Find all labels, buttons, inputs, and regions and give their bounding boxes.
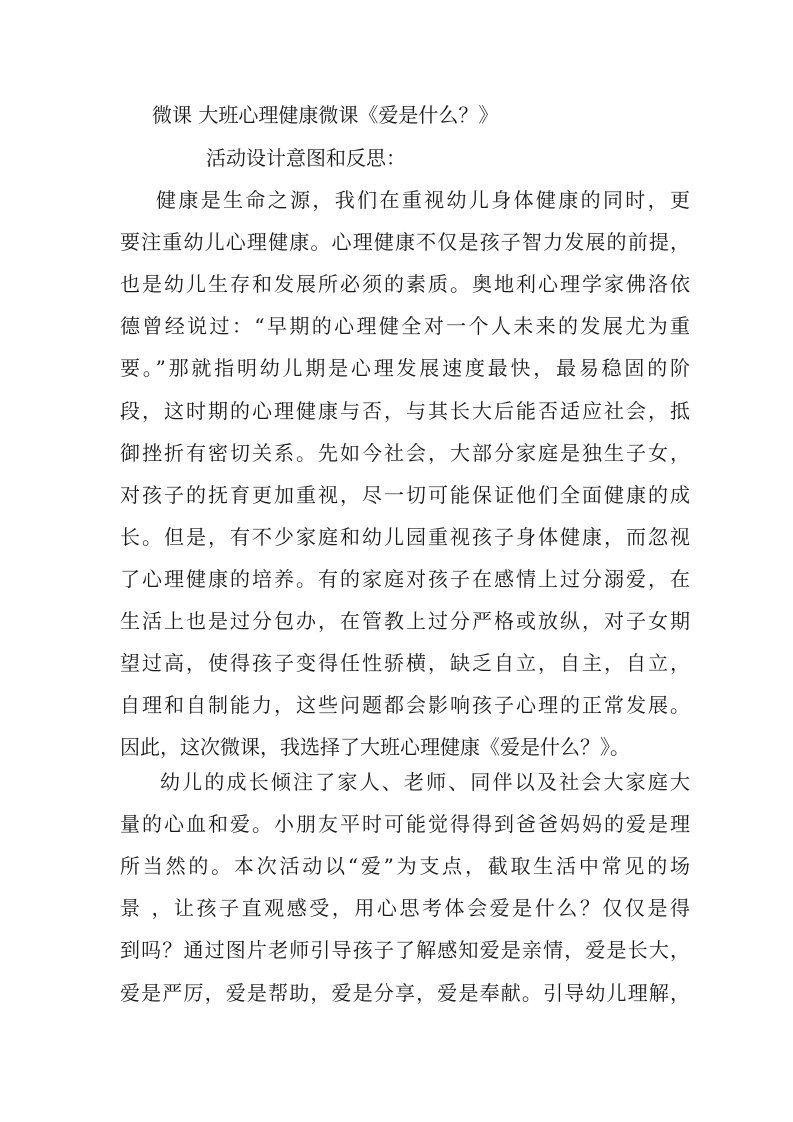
paragraph-line: 爱是严厉，爱是帮助，爱是分享，爱是奉献。引导幼儿理解， (120, 980, 690, 1005)
paragraph-line: 幼儿的成长倾注了家人、老师、同伴以及社会大家庭大 (160, 770, 690, 794)
paragraph-line: 要注重幼儿心理健康。心理健康不仅是孩子智力发展的前提， (120, 230, 690, 255)
section-heading: 活动设计意图和反思： (206, 146, 406, 170)
paragraph-line: 因此，这次微课，我选择了大班心理健康《爱是什么？》。 (120, 735, 630, 760)
paragraph-line: 景 ，让孩子直观感受，用心思考体会爱是什么？仅仅是得 (120, 896, 690, 921)
paragraph-line: 健康是生命之源，我们在重视幼儿身体健康的同时，更 (156, 188, 690, 212)
paragraph-line: 生活上也是过分包办，在管教上过分严格或放纵，对子女期 (120, 609, 690, 633)
paragraph-line: 了心理健康的培养。有的家庭对孩子在感情上过分溺爱，在 (120, 566, 690, 591)
paragraph-line: 量的心血和爱。小朋友平时可能觉得得到爸爸妈妈的爱是理 (120, 812, 690, 837)
paragraph-line: 也是幼儿生存和发展所必须的素质。奥地利心理学家佛洛依 (120, 272, 690, 297)
paragraph-line: 到吗？通过图片老师引导孩子了解感知爱是亲情，爱是长大， (120, 938, 690, 963)
paragraph-line: 御挫折有密切关系。先如今社会，大部分家庭是独生子女， (120, 440, 690, 465)
paragraph-line: 对孩子的抚育更加重视，尽一切可能保证他们全面健康的成 (120, 482, 690, 507)
paragraph-line: 望过高，使得孩子变得任性骄横，缺乏自立，自主，自立， (120, 651, 690, 676)
paragraph-line: 德曾经说过：“早期的心理健全对一个人未来的发展尤为重 (120, 314, 690, 339)
paragraph-line: 所当然的。本次活动以“爱”为支点，截取生活中常见的场 (120, 854, 690, 879)
paragraph-line: 自理和自制能力，这些问题都会影响孩子心理的正常发展。 (120, 693, 690, 718)
paragraph-line: 长。但是，有不少家庭和幼儿园重视孩子身体健康，而忽视 (120, 524, 690, 549)
paragraph-line: 段，这时期的心理健康与否，与其长大后能否适应社会，抵 (120, 398, 690, 423)
document-title: 微课 大班心理健康微课《爱是什么？》 (152, 103, 499, 127)
paragraph-line: 要。”那就指明幼儿期是心理发展速度最快，最易稳固的阶 (120, 356, 690, 381)
